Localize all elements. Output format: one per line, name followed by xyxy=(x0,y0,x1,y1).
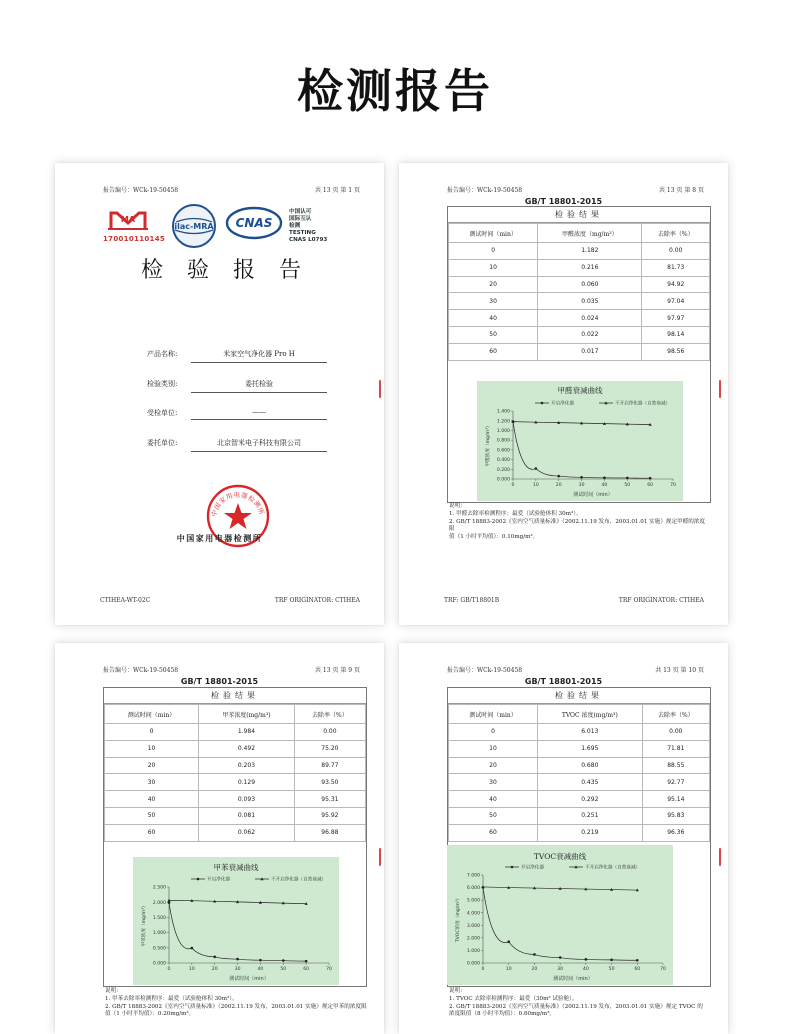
cma-icon xyxy=(105,207,151,233)
table-cell: 0.00 xyxy=(642,243,710,260)
table-cell: 0.093 xyxy=(199,791,295,808)
y-tick-label: 1.000 xyxy=(466,949,480,955)
data-point-purifier-on xyxy=(557,475,560,478)
table-header-row xyxy=(449,224,710,243)
x-tick-label: 0 xyxy=(511,483,515,488)
field-product-name: 产品名称: 米家空气净化器 Pro H xyxy=(147,349,347,363)
series-line-purifier-on xyxy=(483,887,637,960)
table-cell: 0.492 xyxy=(199,740,295,757)
table-cell: 75.20 xyxy=(294,740,365,757)
y-tick-label: 0.000 xyxy=(466,961,480,967)
y-tick-label: 3.000 xyxy=(466,923,480,929)
table-cell: 0.024 xyxy=(538,310,642,327)
notes: 说明： 1. TVOC 去除率检测程序：最爱（30m³ 试验舱）。 2. GB/T 18883-2002《室内空气质量标准》（2002.11.19 发布，2003.01.01 实施）规定 TVOC 的 浓度限值（8 小时平均值）：0.60mg/m³。 xyxy=(449,988,703,1018)
cnas-icon xyxy=(225,205,283,241)
table-cell: 10 xyxy=(449,740,538,757)
report-page-formaldehyde: 报告编号：WCk-19-50458 共 13 页 第 8 页 GB/T 18801-2015 检验结果 测试时间（min） 甲醛浓度（mg/m³） 去除率（%） 0 1.182 0.00 10 0.216 81.73 20 0.060 94.92 30 0.035 97.04 40 0.024 97.97 50 0.022 98.14 60 0.017 98.56 甲醛衰减曲线 0.000 0.200 0.400 0.600 0.800 1.000 1.200 1.400 0 10 20 30 40 50 60 70 测试时间（min） 甲醛浓度（mg/m³） 开启净化器 不开启净化器（自然衰减） 说明： 1. 甲醛去除率检测程序：最爱（试验舱体积 30m³）。 2. GB/T 18883-2002《室内空气质量标准》（2002.11.19 发布，2003.01.01 实施）规定甲醛的浓度限 值（1 小时平均值）：0.10mg/m³。 TRF: GB/T18801B TRF ORIGINATOR: CTIHEA xyxy=(399,163,728,625)
y-tick-label: 1.000 xyxy=(152,931,166,937)
x-tick-label: 40 xyxy=(582,967,589,972)
y-axis-label: TVOC浓度（mg/m³） xyxy=(456,895,461,943)
y-tick-label: 1.000 xyxy=(496,429,510,435)
results-table-body xyxy=(105,705,366,842)
y-tick-label: 0.500 xyxy=(152,946,166,952)
legend-marker xyxy=(197,878,200,881)
report-number: 报告编号：WCk-19-50458 xyxy=(447,187,523,194)
series-line-purifier-on xyxy=(169,903,306,961)
table-cell: 0.680 xyxy=(538,757,643,774)
table-cell: 89.77 xyxy=(294,757,365,774)
table-header-row xyxy=(449,705,710,724)
table-cell: 20 xyxy=(449,757,538,774)
table-cell: 0 xyxy=(449,243,538,260)
table-cell: 0.060 xyxy=(538,276,642,293)
table-cell: 50 xyxy=(105,807,199,824)
decay-chart-svg xyxy=(477,381,683,501)
report-page-tvoc xyxy=(399,643,728,1034)
results-table-body xyxy=(449,705,710,842)
table-cell: 40 xyxy=(449,791,538,808)
table-cell: 95.92 xyxy=(294,807,365,824)
y-tick-label: 6.000 xyxy=(466,886,480,892)
column-header: 测试时间（min） xyxy=(105,705,199,724)
data-point-purifier-on xyxy=(636,959,639,962)
table-cell: 0 xyxy=(449,724,538,741)
data-point-purifier-on xyxy=(649,477,652,480)
decay-chart xyxy=(133,857,339,985)
table-row xyxy=(449,259,710,276)
page-header xyxy=(399,185,728,195)
y-tick-label: 1.400 xyxy=(496,409,510,415)
table-cell: 60 xyxy=(105,824,199,841)
decay-chart xyxy=(447,845,673,985)
legend-label: 开启净化器 xyxy=(551,401,574,407)
results-table xyxy=(448,223,710,361)
data-point-purifier-on xyxy=(559,956,562,959)
table-cell: 0.251 xyxy=(538,807,643,824)
table-cell: 96.36 xyxy=(642,824,709,841)
legend-label: 不开启净化器（自然衰减） xyxy=(615,401,671,407)
legend-label: 不开启净化器（自然衰减） xyxy=(585,865,641,871)
notes: 说明： 1. 甲苯去除率检测程序：最爱（试验舱体积 30m³）。 2. GB/T 18883-2002《室内空气质量标准》（2002.11.19 发布，2003.01.01 实施）规定甲苯的浓度限 值（1 小时平均值）：0.20mg/m³。 xyxy=(105,988,367,1018)
table-row xyxy=(449,276,710,293)
page-header xyxy=(55,665,384,675)
table-row xyxy=(449,293,710,310)
x-tick-label: 30 xyxy=(234,967,241,972)
table-cell: 88.55 xyxy=(642,757,709,774)
table-cell: 60 xyxy=(449,343,538,360)
standard-code: GB/T 18801-2015 xyxy=(524,677,603,686)
x-tick-label: 60 xyxy=(647,483,654,488)
ilac-mra-icon xyxy=(171,203,217,249)
x-tick-label: 40 xyxy=(257,967,264,972)
y-tick-label: 0.400 xyxy=(496,458,510,464)
table-cell: 97.97 xyxy=(642,310,710,327)
table-row xyxy=(449,824,710,841)
data-point-purifier-on xyxy=(535,467,538,470)
table-row xyxy=(105,724,366,741)
seal-text: 中国家用电器检测所 xyxy=(209,490,266,518)
table-cell: 40 xyxy=(449,310,538,327)
y-tick-label: 4.000 xyxy=(466,911,480,917)
field-client: 委托单位: 北京智米电子科技有限公司 xyxy=(147,438,347,452)
table-row xyxy=(449,774,710,791)
results-title: 检验结果 xyxy=(448,688,710,704)
binding-mark xyxy=(379,848,381,866)
table-row xyxy=(449,243,710,260)
table-row xyxy=(105,740,366,757)
table-cell: 30 xyxy=(449,774,538,791)
x-tick-label: 20 xyxy=(211,967,218,972)
data-point-purifier-on xyxy=(626,477,629,480)
table-cell: 0.035 xyxy=(538,293,642,310)
page-title: 检测报告 xyxy=(297,64,493,118)
legend-label: 开启净化器 xyxy=(521,865,544,871)
x-tick-label: 70 xyxy=(326,967,332,972)
table-cell: 6.013 xyxy=(538,724,643,741)
data-point-purifier-on xyxy=(282,959,285,962)
x-tick-label: 20 xyxy=(555,483,562,488)
x-tick-label: 70 xyxy=(660,967,666,972)
series-line-purifier-on xyxy=(513,422,650,479)
table-cell: 94.92 xyxy=(642,276,710,293)
column-header: 去除率（%） xyxy=(642,705,709,724)
institute-name: 中国家用电器检测所 xyxy=(176,533,263,543)
x-tick-label: 40 xyxy=(601,483,608,488)
binding-mark xyxy=(719,380,721,398)
table-cell: 0.129 xyxy=(199,774,295,791)
table-cell: 92.77 xyxy=(642,774,709,791)
table-row xyxy=(449,740,710,757)
table-header-row xyxy=(105,705,366,724)
column-header: 甲苯浓度(mg/m³) xyxy=(199,705,295,724)
table-cell: 95.14 xyxy=(642,791,709,808)
table-row xyxy=(105,807,366,824)
x-tick-label: 70 xyxy=(670,483,676,488)
column-header: 去除率（%） xyxy=(294,705,365,724)
x-tick-label: 50 xyxy=(280,967,287,972)
table-row xyxy=(449,326,710,343)
ilac-label: ilac-MRA xyxy=(174,222,214,231)
x-tick-label: 0 xyxy=(167,967,171,972)
report-page-toluene xyxy=(55,643,384,1034)
table-cell: 93.50 xyxy=(294,774,365,791)
data-point-purifier-on xyxy=(585,958,588,961)
data-point-purifier-on xyxy=(305,960,308,963)
table-cell: 98.56 xyxy=(642,343,710,360)
table-cell: 0.062 xyxy=(199,824,295,841)
x-tick-label: 20 xyxy=(531,967,538,972)
y-tick-label: 0.600 xyxy=(496,448,510,454)
table-cell: 0.435 xyxy=(538,774,643,791)
x-tick-label: 10 xyxy=(532,483,539,488)
report-number: 报告编号：WCk-19-50458 xyxy=(103,187,179,194)
legend-label: 不开启净化器（自然衰减） xyxy=(271,877,327,883)
column-header: TVOC 浓度(mg/m³) xyxy=(538,705,643,724)
table-cell: 0.292 xyxy=(538,791,643,808)
data-point-purifier-on xyxy=(610,959,613,962)
table-cell: 71.81 xyxy=(642,740,709,757)
page-info: 共 13 页 第 8 页 xyxy=(659,187,704,194)
data-point-purifier-on xyxy=(213,956,216,959)
table-row xyxy=(449,343,710,360)
notes: 说明： 1. 甲醛去除率检测程序：最爱（试验舱体积 30m³）。 2. GB/T 18883-2002《室内空气质量标准》（2002.11.19 发布，2003.01.01 实施）规定甲醛的浓度限 值（1 小时平均值）：0.10mg/m³。 xyxy=(449,503,706,541)
table-cell: 1.984 xyxy=(199,724,295,741)
table-row xyxy=(449,724,710,741)
table-cell: 97.04 xyxy=(642,293,710,310)
cnas-caption: 中国认可 国际互认 检测 TESTING CNAS L0793 xyxy=(289,209,328,243)
legend-label: 开启净化器 xyxy=(207,877,230,883)
chart-title: 甲苯衰减曲线 xyxy=(213,863,259,872)
table-row xyxy=(105,824,366,841)
x-tick-label: 60 xyxy=(634,967,641,972)
table-cell: 0.216 xyxy=(538,259,642,276)
table-cell: 98.14 xyxy=(642,326,710,343)
y-tick-label: 0.800 xyxy=(496,438,510,444)
y-tick-label: 5.000 xyxy=(466,898,480,904)
table-cell: 0.081 xyxy=(199,807,295,824)
y-tick-label: 2.000 xyxy=(152,900,166,906)
table-cell: 0 xyxy=(105,724,199,741)
y-axis-label: 甲苯浓度（mg/m³） xyxy=(142,903,147,947)
results-table xyxy=(448,704,710,842)
x-tick-label: 50 xyxy=(608,967,615,972)
table-cell: 1.695 xyxy=(538,740,643,757)
table-cell: 95.31 xyxy=(294,791,365,808)
x-tick-label: 50 xyxy=(624,483,631,488)
table-row xyxy=(105,774,366,791)
y-tick-label: 1.200 xyxy=(496,419,510,425)
data-point-purifier-on xyxy=(191,947,194,950)
table-row xyxy=(449,310,710,327)
table-cell: 81.73 xyxy=(642,259,710,276)
data-point-purifier-on xyxy=(580,476,583,479)
table-cell: 0.017 xyxy=(538,343,642,360)
standard-code: GB/T 18801-2015 xyxy=(524,197,603,206)
data-point-purifier-on xyxy=(236,958,239,961)
table-cell: 96.88 xyxy=(294,824,365,841)
field-inspection-type: 检验类别: 委托检验 xyxy=(147,379,347,393)
x-axis-label: 测试时间（min） xyxy=(229,976,269,982)
table-cell: 0.219 xyxy=(538,824,643,841)
table-cell: 95.83 xyxy=(642,807,709,824)
decay-chart xyxy=(477,381,683,501)
table-cell: 30 xyxy=(449,293,538,310)
y-tick-label: 2.500 xyxy=(152,885,166,891)
column-header: 测试时间（min） xyxy=(449,224,538,243)
decay-chart-svg xyxy=(447,845,673,985)
data-point-purifier-on xyxy=(168,901,171,904)
chart-title: TVOC衰减曲线 xyxy=(533,852,587,861)
table-row xyxy=(105,791,366,808)
y-tick-label: 0.000 xyxy=(152,961,166,967)
table-cell: 50 xyxy=(449,326,538,343)
column-header: 测试时间（min） xyxy=(449,705,538,724)
data-point-purifier-on xyxy=(533,953,536,956)
results-title: 检验结果 xyxy=(448,207,710,223)
table-cell: 10 xyxy=(449,259,538,276)
x-tick-label: 60 xyxy=(303,967,310,972)
cnas-label: CNAS xyxy=(235,216,273,230)
field-inspected-unit: 受检单位: —— xyxy=(147,408,347,422)
table-cell: 10 xyxy=(105,740,199,757)
page-info: 共 13 页 第 9 页 xyxy=(315,667,360,674)
chart-title: 甲醛衰减曲线 xyxy=(557,386,603,395)
ma-label: MA xyxy=(120,215,136,224)
standard-code: GB/T 18801-2015 xyxy=(180,677,259,686)
table-cell: 20 xyxy=(105,757,199,774)
x-tick-label: 30 xyxy=(578,483,585,488)
y-tick-label: 0.200 xyxy=(496,467,510,473)
table-cell: 30 xyxy=(105,774,199,791)
y-tick-label: 2.000 xyxy=(466,936,480,942)
table-cell: 20 xyxy=(449,276,538,293)
cover-header xyxy=(55,185,384,195)
x-axis-label: 测试时间（min） xyxy=(573,492,613,498)
table-cell: 1.182 xyxy=(538,243,642,260)
column-header: 去除率（%） xyxy=(642,224,710,243)
report-number: 报告编号：WCk-19-50458 xyxy=(447,667,523,674)
table-row xyxy=(449,807,710,824)
page-info: 共 13 页 第 10 页 xyxy=(655,667,704,674)
table-cell: 0.203 xyxy=(199,757,295,774)
table-row xyxy=(449,757,710,774)
column-header: 甲醛浓度（mg/m³） xyxy=(538,224,642,243)
table-cell: 60 xyxy=(449,824,538,841)
x-tick-label: 10 xyxy=(188,967,195,972)
table-row xyxy=(449,791,710,808)
page-info: 共 13 页 第 1 页 xyxy=(315,187,360,194)
legend-marker xyxy=(541,402,544,405)
x-tick-label: 0 xyxy=(481,967,485,972)
binding-mark xyxy=(719,848,721,866)
y-tick-label: 7.000 xyxy=(466,873,480,879)
results-title: 检验结果 xyxy=(104,688,366,704)
x-axis-label: 测试时间（min） xyxy=(553,976,593,982)
table-cell: 0.00 xyxy=(294,724,365,741)
data-point-purifier-on xyxy=(603,477,606,480)
binding-mark xyxy=(379,380,381,398)
decay-chart-svg xyxy=(133,857,339,985)
results-table-body xyxy=(449,224,710,361)
legend-marker xyxy=(511,866,514,869)
y-tick-label: 0.000 xyxy=(496,477,510,483)
table-cell: 40 xyxy=(105,791,199,808)
data-point-purifier-on xyxy=(259,959,262,962)
report-cover-page: 报告编号：WCk-19-50458 共 13 页 第 1 页 MA 170010110145 ilac-MRA CNAS 中国认可 国际互认 检测 TESTING CNAS L0793 检验报告 产品名称: 米家空气净化器 Pro H 检验类别: 委托检验 受检单位: —— 委托单位: 北京智米电子科技有限公司 中国家用电器检测所 中国家用电器检测所 CTIHEA-WT-02C TRF ORIGINATOR: CTIHEA xyxy=(55,163,384,625)
x-tick-label: 10 xyxy=(505,967,512,972)
y-tick-label: 1.500 xyxy=(152,916,166,921)
table-cell: 0.022 xyxy=(538,326,642,343)
report-number: 报告编号：WCk-19-50458 xyxy=(103,667,179,674)
page-header xyxy=(399,665,728,675)
cma-code: 170010110145 xyxy=(103,235,166,243)
y-axis-label: 甲醛浓度（mg/m³） xyxy=(486,423,491,467)
results-table xyxy=(104,704,366,842)
table-cell: 0.00 xyxy=(642,724,709,741)
table-cell: 50 xyxy=(449,807,538,824)
data-point-purifier-on xyxy=(507,940,510,943)
cover-title: 检验报告 xyxy=(141,258,326,283)
x-tick-label: 30 xyxy=(557,967,564,972)
table-row xyxy=(105,757,366,774)
